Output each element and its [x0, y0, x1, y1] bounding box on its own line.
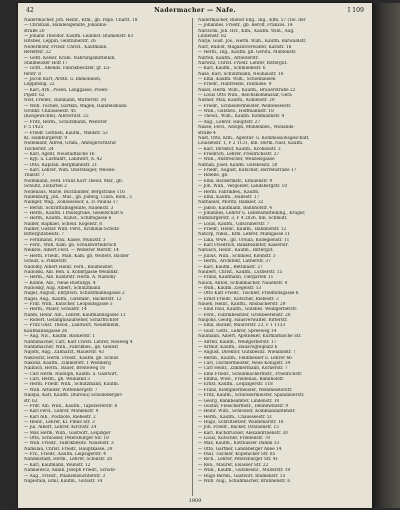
directory-entry: Nadolski, Alb. Beh. u. Kobbrgasse Weinmkr. [24, 269, 119, 275]
directory-entry: — Christian, Handelsgehilfe, Johannis- [24, 23, 108, 29]
directory-entry: Neikste, Albert Ferd. — Weiterer Merstr. 14 [24, 248, 119, 254]
directory-entry: Bereffstr. 22 [24, 50, 51, 56]
directory-entry: Nadler, Raphael, Scheid. Kogelstr. 8 [24, 221, 102, 227]
directory-entry: — Emil, Bäckermstr., Emilienstr. 9 [198, 178, 273, 184]
directory-entry: Leppinsbg. 22 [24, 82, 55, 88]
directory-entry: — Wilh. Tucheb, Gartkin, Wagen, Handelsmann [24, 103, 127, 109]
directory-entry: — Gustav, Fleischermstr., Dennewitzstr. 9 [198, 403, 289, 409]
directory-entry: — Frz., Friedr., Kaufm. Leipzigerstr. 4 [24, 452, 106, 458]
directory-entry: — Friedr., Hanfreiste, Fanmilee. 9 [198, 82, 272, 88]
directory-entry: Nalbach, Herm., Bauer, Breiteweg 16 [24, 366, 106, 372]
directory-entry: Narwitz, Christ. Friedr. Lehrer, Rittergut. [198, 60, 288, 66]
directory-entry: Nadermacher, Joh. Heinr., Kfm., gb. Pape, Charlt. 18 [24, 18, 138, 23]
directory-entry: — Rob., Maurer, Elsasser Str. 22 [198, 462, 269, 468]
directory-entry: Napierala, Emil, Kaufm., Gutsstr. 14 [24, 478, 103, 484]
directory-entry: — Fritz, Herm., Schutzmann, Weiterer [24, 119, 108, 125]
directory-entry: — Wilh., Gutsbes., Hoffmannstr. 18 [198, 109, 274, 115]
directory-entry: — Lina, Wwe., gb. Ursula, Kollegienstr. 11 [198, 237, 290, 243]
directory-entry: — Karl, Agent, Neustädtische 16 [24, 151, 95, 157]
directory-entry: — Fritz Gust. Theod., Landwirt, Neuenheim, [24, 323, 120, 329]
directory-entry: — Rich., Lehrer, Petersburger Str. 41 [198, 457, 279, 463]
directory-entry: — Joh. Friedr., Bäcker, Oranienstr. 15 [198, 425, 279, 431]
directory-entry: Nadermacher, Rudolf Eng., Ing., Kfm. 57 (Tel. der [198, 18, 306, 23]
directory-entry: — Kyp. u. Lustfahrt, Landwirt, A. 42 [24, 157, 102, 163]
directory-entry: Großkr. Chausseestr. 45 [24, 109, 76, 115]
directory-entry: Nathan, Josef, Kaufm. Gutsbesitz. 50 [198, 162, 278, 168]
directory-entry: — Louis, Kutscher, Friedenstr. 78 [198, 436, 270, 442]
directory-entry: — Max, Kaufm., Kottbusser Damm 33 [198, 441, 280, 447]
directory-entry: — Robert, Gefängnisaufseher, Scharfrichter [24, 318, 119, 324]
directory-entry: Nahmmacher, Wilh., Fabrikbes., gb. Gleinst [24, 344, 119, 350]
directory-entry: — Fritz, Kaufm., Schlossermeister, Spandauerstr. [198, 393, 305, 399]
directory-entry: Naujoks, Georg, Hausverwalter, Ritterstr. [198, 318, 288, 324]
directory-entry: Kl. Hamburgerstr. 9 [24, 135, 68, 141]
directory-entry: — Aug., Friedr., Pflanzenzüchterstr. 3 [24, 473, 106, 479]
directory-entry: — Herm., Maler, Schulstr. 14 [24, 307, 87, 313]
directory-entry: — Carl Heinr., Zimmermann, Körnerstr. 7 [198, 366, 288, 372]
directory-entry: Schulz, a. Pinkerstr. [24, 259, 68, 265]
directory-entry: — Karl, Kaufm., Schmiedestr. 6 [198, 66, 266, 72]
directory-entry: straße 4 [198, 130, 216, 136]
directory-entry: — Theod., Wilh., Kaufm. Kohlmannstr. 4 [198, 114, 285, 120]
directory-entry: Nagel, Aug., Kaufm., Gutsfabr., Bäckerstr. 12 [24, 296, 122, 302]
directory-entry: — Emil Paul, Kaufm., Gutsbes. Weißgerberstr. [198, 307, 298, 313]
column-divider [192, 18, 193, 496]
directory-entry: — Karl, Arb., Posen, Langgasse, Posen- [24, 87, 109, 93]
directory-entry: — Herm., Architekt, Lutherstr. 37 [198, 259, 271, 265]
directory-entry: Hamburgerstr. 3, F 4 2026, Inh. Schmidt, [198, 216, 288, 222]
directory-entry: — Johann Theodor, Kaufm. Leihinst. Blumenstr. 63 [24, 34, 134, 40]
right-column [198, 18, 364, 496]
directory-entry: Nauck, Anton, Schuhmacher, Nauenstr. 4 [198, 280, 288, 286]
directory-entry: Hlfsbes, Leppin, Genthinerstr. 26 [24, 39, 96, 45]
directory-entry: Lindenstr. 82 [198, 34, 227, 40]
header-page-number: I 109 [347, 7, 364, 14]
directory-entry: — Aug., Lehrer, Hauptstr. 27 [198, 119, 261, 125]
directory-entry: — Otto, Gärtner, Landsberger Allee 14 [198, 446, 282, 452]
directory-entry: — Jakob, Kaufmann, Bahnhofstr. 4 [198, 205, 273, 211]
directory-page [18, 3, 372, 508]
directory-entry: — Gust. Gottl., Lehrer, Spreeweg 14 [198, 328, 277, 334]
directory-entry: — Heinr. Wilh., Schlosser, Kommandantenstr. [198, 409, 296, 415]
directory-entry: — Louis, Kaufm., Gitschinerstr. 7 [198, 221, 270, 227]
directory-entry: — Aug. Nic., Kaufm. Bäckerstr. 1 [24, 334, 96, 340]
directory-entry: — Friedrich, Lehrer, Friedrichsstr. 27 [198, 151, 280, 157]
directory-entry: Kaufmannsgasse 26 [24, 328, 68, 334]
header-title: Nadermacher — Nafe. [154, 7, 236, 14]
directory-entry: Natorp, Nikol., Kfm. Lehrer, Mühlgasse 11 [198, 232, 291, 238]
directory-entry: Nasner, Max, Kaufm., Kohlenstr. 29 [198, 98, 275, 104]
directory-entry: — Bernh., Kaufm., Feldmesser u. Lehrer 66 [198, 355, 292, 361]
directory-entry: Nolf, Freder., Rahmann, Mutterstr. 30 [24, 98, 107, 104]
directory-entry: — Herm., Ing., Kaufm. gb. Gersta, Mühlenstr. [198, 50, 297, 56]
left-column [24, 18, 188, 496]
directory-entry: — Helene, gb. [198, 173, 229, 179]
directory-entry: Nadenburg, Joh., Mus., gb. Jodwig, Clara, Rom., 5 [24, 194, 133, 200]
directory-entry: — Ferd., Wilh. Kam. gb. Schulzwirtelbruch [24, 243, 117, 249]
directory-entry: Nadiger, Wag., Zollassessor, a. D. Paulus 17 [24, 200, 119, 206]
directory-entry: — Jul. Albert, Lehrer, Kirchstr. 24 [24, 425, 97, 431]
directory-entry: Nodemahr, Alfred, Gram., Amtsgerichtsrat [24, 141, 116, 147]
directory-entry: — Karl, Kaufm., Bettinastr. 27 [198, 264, 263, 270]
directory-entry: — Jacob Kurt, Arbtn. u. Immobilien, [24, 76, 102, 82]
directory-entry: Narten, Kaufm., Arbeiterstr. [198, 55, 259, 61]
directory-entry: Najork, Aug., Zahnarzt, Mauerstr. 43 [24, 350, 104, 356]
directory-entry: — Karl, Direktor, Kaufm., Kronenstr. 3 [198, 146, 281, 152]
directory-entry: — Hugo, Schriftsetzer, Waldemarstr. 16 [198, 419, 284, 425]
directory-entry: Nalepa, Karl, Kaufm. (Bureau) Schöneberger- [24, 393, 123, 399]
directory-entry: Tischerstr. 24 [24, 146, 54, 152]
directory-entry: — Otto, Kapitän, Bergmannstr. 21 [24, 162, 98, 168]
directory-entry: — Heinr., Lehrer, Kl. Pinne Str. 3 [24, 419, 95, 425]
directory-entry: — Herm., Kaufm., Kunst., Schiffsgasse 6 [24, 216, 112, 222]
directory-entry: — Friedr., August, Kutscher, Herrenstraße 17 [198, 168, 297, 174]
directory-entry: Nauen, Heinr., Kaufm., Ansbacherstr. 29 [198, 302, 286, 308]
directory-entry: Nodermohr, Friedr. Christ., Kaufmann, [24, 44, 108, 50]
directory-entry: Narischk, Joh. Hrr., Kfm., Kaufm. Wilh., Aug. [198, 28, 295, 34]
directory-entry: (Kilogewichte), Albrechtst. 25 [24, 114, 89, 120]
directory-entry: — Wilh. Arbeiter, Wittenbergstr. 7 [24, 387, 98, 393]
directory-entry: — Emma, Wwe., Friedenau, Bahnhofstr. [198, 377, 285, 383]
directory-entry: — Emil, Kaufm. Wilh., Schönhausen [198, 76, 276, 82]
directory-entry: Nakowitz, Herm. Friedr., Kaufm. gb. Schulz [24, 355, 119, 361]
directory-entry: Rittergutsbesitz. 7 [24, 232, 64, 238]
directory-entry: — Max Herm. Wilh., Gastwirt, Leipziger [24, 430, 111, 436]
directory-entry: — Emil, Bäcker, Maurerstr. 23, F 1 1133 [198, 323, 286, 329]
directory-entry: — Herm., Kaufm., Chausseestr. 51 [198, 414, 273, 420]
book-gutter [372, 3, 400, 508]
directory-entry: — Friedr. Gottlieb, Kaufm., Waldstr. 53 [24, 130, 108, 136]
directory-entry: str. 62 [24, 398, 38, 404]
directory-entry: — Alfred, Kaufm., Weißgerberstr. 17 [198, 339, 277, 345]
directory-entry: — Franz, Klempnermeister, Weinmeisterstr. [198, 387, 293, 393]
directory-entry: — Joh. Wilh., Vergolder, Landsbergstr. 10 [198, 184, 288, 190]
page-footer: 1909 [188, 498, 202, 504]
directory-entry: — Ferd., Fabrikbesitzer, Großbeerenstr. 20 [198, 312, 291, 318]
directory-entry: Naumann, Albert, Apotheker, Kurmärkische Str. [198, 334, 302, 340]
directory-entry: — Karl, Lehrer, Wilh. Obersteiger, Weisen- [24, 168, 116, 174]
directory-entry: — Herm. Fabrikbes., Kaufm. [198, 189, 260, 195]
directory-entry: — Emil Friedr., Schuhmachermstr., Friedrichstr. [198, 371, 303, 377]
directory-entry: — Wilh., Kaufm., Gutsbesitz., Müllerstr. 19 [198, 468, 291, 474]
directory-entry: — Carl Herm. Rudolph, Kaufm. u. Gastwirt, [24, 371, 118, 377]
directory-entry: — Wilh. Aug., Schuhmacher, Brunnenstr. 6 [198, 478, 291, 484]
directory-entry: — Karl, Kaufmann, Weinstr. 12 [24, 462, 91, 468]
directory-entry: — Gottl., Abends. Fabrikbesitzer, gr. Lu- [24, 66, 111, 72]
directory-entry: Nodemann, Ferd. Franz Kurt Theod. Mar., gb. [24, 178, 124, 184]
directory-entry: straße 20 [24, 28, 45, 34]
directory-entry: Narr, Rudolf, Magazinverwalter, Karlstr. 18 [198, 44, 292, 50]
directory-entry: ferstr. 8 [24, 71, 41, 77]
directory-entry: — Herm., Kaufm. I Paulsgrube, Gesellschaft 6 [24, 210, 124, 216]
directory-entry: — Otto Karl Friedr., Tischler, Friedhofsgasse 8 [198, 291, 299, 297]
directory-entry: — Emil, Kaufm., Hallestr. 17 [198, 194, 260, 200]
directory-entry: Nadler, Gustav Wilh. Ferd., Kriminal-Schutz- [24, 227, 121, 233]
directory-entry: — Herm., Alb. Kobbrstr. Herm. A. Nadolny [24, 275, 116, 281]
directory-entry: Nadolsky, Aug. Albert, Schutzmann [24, 285, 101, 291]
directory-entry: Namslau, Christ. Friedr., Hauptkasse, 29 [24, 446, 113, 452]
directory-entry: — Johannes, Friedr., gb. Beroff, Franzos. 14 [198, 23, 293, 29]
directory-entry: — Karl Friedrich, Bankbeamter, Kaiserstr. [198, 243, 289, 249]
directory-entry: — Frdr. Wilh., Kutscher, Leopoldsgasse 3 [24, 302, 113, 308]
directory-entry: — Gottl. Kelser, Kram. Nahrungsmittelhdl. [24, 55, 116, 61]
directory-entry: Stallmeister Hoff 17 [24, 60, 68, 66]
directory-entry: — Wilh., Kaufm. Ziegelstr. 13 [198, 285, 262, 291]
directory-entry: — Karl, Buchdrucker, Alexandrinenstr. 20 [198, 430, 288, 436]
directory-entry: — Wilh. Friedr., Fabrikbesitz. Nauenstr. 3 [24, 441, 114, 447]
directory-entry: Natusch, Heinr., Kaufm., Rittergut. [198, 248, 274, 254]
directory-entry: Nodenaus, Marie, Buchbinder, Bergstraße 116 [24, 189, 125, 195]
directory-entry: Plpstr. 62 [24, 93, 45, 99]
directory-entry: Nasse, Ferd., Adolph, Mühlenbes., Wielands- [198, 125, 295, 131]
directory-entry: — Arthur, Kaufm., Hausvogteiplatz 6 [198, 344, 278, 350]
directory-entry: — Johannes, Lehrer u. Lebensmittelhdlg., Krüger, [198, 210, 306, 216]
directory-entry: Nankiewicz, Adalb. Joseph Friedr., Schutz- [24, 468, 116, 474]
directory-entry: — Georg, Bankbeamter, Lindenstr. 10 [198, 398, 280, 404]
directory-entry: — Wilh., Anstreicher, Wenzelsgasse [198, 157, 275, 163]
directory-entry: Nandelstadt, Herm., Lehrer, Schulstr. 20 [24, 457, 113, 463]
directory-entry: Nakonz, Kaufm., Zimmerstr. 1 Weinberg [24, 361, 111, 366]
directory-entry: F 5 1425 [24, 125, 44, 131]
header-left: 42 [26, 7, 34, 14]
directory-entry: — Ferdinand, Frau, Kasse, Münzstr. 3 [24, 237, 106, 243]
directory-entry: — Louis Otto Wilh., Reichskommissar, Gera [198, 93, 292, 99]
directory-entry: Nahm, Heinr. Alb., Lehrer, Kaufmannsgasse 13 [24, 312, 126, 318]
directory-entry: Thalstr. 7 [24, 173, 45, 179]
directory-entry: Schultz, Zolfarten 2 [24, 184, 67, 190]
directory-entry: Nadolny, Albert Heinr. Ferd., Baumeister, [24, 264, 114, 270]
directory-entry: — Carl, Herm., gb. Weinland 3 [24, 377, 90, 383]
directory-entry: Nathaniel, Moritz, Bankier, 22 [198, 200, 264, 206]
directory-entry: — Frdr. Alb. Wilh., Kaufm., Tapeziererstr. 8 [24, 403, 118, 409]
directory-entry: Naubert, Christ., Kaufm., Lutherstr. 15 [198, 269, 283, 275]
directory-entry: — Friedr., Heinr., Kaufm., Bahnhofstr. 12 [198, 227, 287, 233]
directory-entry: Narje, Gust. Jos., Herm. Wilh., Kaufm. Bärwaldstr. [198, 39, 307, 45]
directory-entry: — Karl Alb., Postbote, Riebestr. 2 [24, 414, 96, 420]
directory-entry: — Otto, Schlosser, Petersburger Str. 19 [24, 436, 109, 442]
directory-entry: — Julius, Wilh., Schmied, Kleinstr. 3 [198, 253, 276, 259]
directory-entry: — Kobbe, Alb., Neue Rüstungs. 4 [24, 280, 96, 286]
directory-entry: — Karl Ferd., Lehrer, Mühlenstr. 9 [24, 409, 99, 415]
directory-entry: — Friedr., Schneidermeister, Weißenseestr. [198, 103, 292, 109]
directory-entry: Nagel, August, Ehrpfsch. Schutzmannsgasse 2 [24, 291, 125, 297]
page-header [26, 7, 364, 17]
directory-entry: Louisenstr. 1, F 2 1131, Inh. Herm. Nast, Kaufm. [198, 141, 304, 147]
directory-entry: — Herm. Friedr. Wilh., Schutzmann, Kaufm. [24, 382, 120, 388]
directory-entry: — Bernh. Schrifttumsgehilfe, Nauenstr. 3 [24, 205, 114, 211]
directory-entry: — August, Direktor, Gutsbesitz. Wielandstr. 7 [198, 350, 296, 356]
directory-entry: Nasel, Herm. Wilh., Kaufm., Brauerstraße 22 [198, 87, 296, 93]
directory-entry: — Paul, Tischler, Köpenicker Str. 85 [198, 452, 276, 458]
directory-entry: — Ernst Friedr., Kutscher, Riebestr. 3 [198, 296, 279, 302]
directory-entry: Nahmmacher, Carl, Karl Christ. Lehrer, Neuweg 4 [24, 339, 133, 345]
directory-entry: Nast, Otto, Kfm., Agentur- u. Kommissionsgeschäft, [198, 135, 310, 141]
directory-entry: Nase, Karl, Schutzmann, Neuhaustr. 16 [198, 71, 284, 77]
directory-entry: — Hugo Bernh., Gastwirt, Blumenstr. 15 [198, 473, 286, 479]
directory-entry: — Franz, Kaufmann, Tiergarten 11 [198, 275, 274, 281]
directory-entry: — Carl, Tischlermeister, Neue Königstr. 34 [198, 361, 291, 366]
directory-entry: — Herm. Friedr., Maß, Kam. gb. Wolters, Bäcker [24, 253, 130, 259]
directory-entry: — Ernst, Kaufm., Leipzigerstr. 118 [198, 382, 273, 388]
